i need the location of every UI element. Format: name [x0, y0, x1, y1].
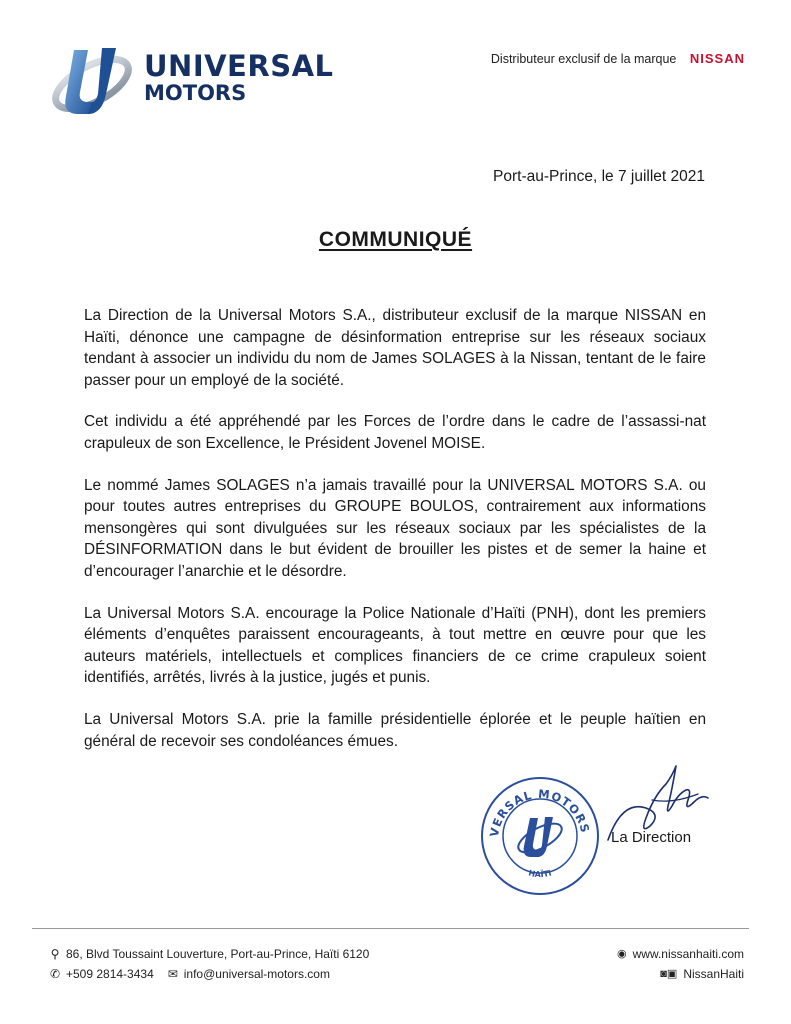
footer-social-handle[interactable]: NissanHaiti — [683, 967, 744, 981]
footer-address: 86, Blvd Toussaint Louverture, Port-au-Prince, Haïti 6120 — [66, 947, 370, 961]
svg-text:UNIVERSAL MOTORS S.A: VERSAL MOTORS — [486, 786, 593, 838]
phone-icon: ✆ — [49, 967, 61, 981]
paragraph-2: Cet individu a été appréhendé par les Forces de l’ordre dans le cadre de l’assassi-nat crapuleux de son Excellence, le Président Jovenel MOISE. — [84, 413, 706, 452]
globe-icon: ◉ — [617, 948, 627, 960]
paragraph-1: La Direction de la Universal Motors S.A., distributeur exclusif de la marque NISSAN en Haïti, dénonce une campagne de désinformation entreprise sur les réseaux sociaux tendant à associer un individu du nom de James SOLAGES à la Nissan, tentant de le faire passer pour un employé de la société. — [84, 307, 706, 389]
letter-body — [84, 305, 706, 772]
logo-line-universal: UNIVERSAL — [144, 49, 334, 83]
footer-email[interactable]: info@universal-motors.com — [183, 967, 330, 981]
instagram-facebook-icons[interactable]: ◙▣ — [660, 968, 678, 980]
communique-title-wrap — [0, 228, 791, 252]
distributor-tagline — [491, 51, 745, 66]
paragraph-3: Le nommé James SOLAGES n’a jamais travaillé pour la UNIVERSAL MOTORS S.A. ou pour toutes autres entreprises du GROUPE BOULOS, contrairement aux informations mensongères qui sont divulguées sur les réseaux sociaux par les spécialistes de la DÉSINFORMATION dans le but évident de brouiller les pistes et de semer la haine et d’encourager l’anarchie et le désordre. — [84, 476, 706, 580]
distributor-text: Distributeur exclusif de la marque — [490, 52, 677, 66]
footer-phone[interactable]: +509 2814-3434 — [66, 967, 154, 981]
universal-motors-logo-mark-icon — [48, 40, 144, 120]
company-stamp — [478, 774, 602, 898]
signature-label: La Direction — [611, 829, 692, 846]
date-line: Port-au-Prince, le 7 juillet 2021 — [493, 168, 705, 185]
mail-icon: ✉ — [167, 967, 178, 981]
paragraph-5: La Universal Motors S.A. prie la famille présidentielle éplorée et le peuple haïtien en général de recevoir ses condoléances émues. — [84, 710, 706, 750]
nissan-brand-label: NISSAN — [689, 51, 745, 66]
footer-contact-right — [617, 944, 744, 984]
universal-motors-logo — [48, 40, 334, 120]
footer-address-row — [48, 944, 369, 964]
footer-phone-email-row — [48, 964, 369, 984]
paragraph-4: La Universal Motors S.A. encourage la Police Nationale d’Haïti (PNH), dont les premiers éléments d’enquêtes paraissent encourageants, à tout mettre en œuvre pour que les auteurs matériels, intellectuels et complices financiers de ce crime crapuleux soient identifiés, arrêtés, livrés à la justice, jugés et punis. — [84, 604, 706, 687]
footer-social-row — [617, 964, 744, 984]
location-pin-icon: ⚲ — [50, 947, 60, 961]
svg-text:HAÏTI: HAÏTI — [527, 868, 553, 880]
logo-wordmark — [144, 49, 334, 105]
logo-line-motors: MOTORS — [144, 81, 247, 105]
communique-title: COMMUNIQUÉ — [318, 228, 473, 251]
footer-website[interactable]: www.nissanhaiti.com — [632, 947, 744, 961]
footer-website-row — [617, 944, 744, 964]
footer-divider — [32, 928, 749, 929]
company-stamp-seal-icon — [478, 774, 602, 898]
footer-contact-left — [48, 944, 369, 984]
